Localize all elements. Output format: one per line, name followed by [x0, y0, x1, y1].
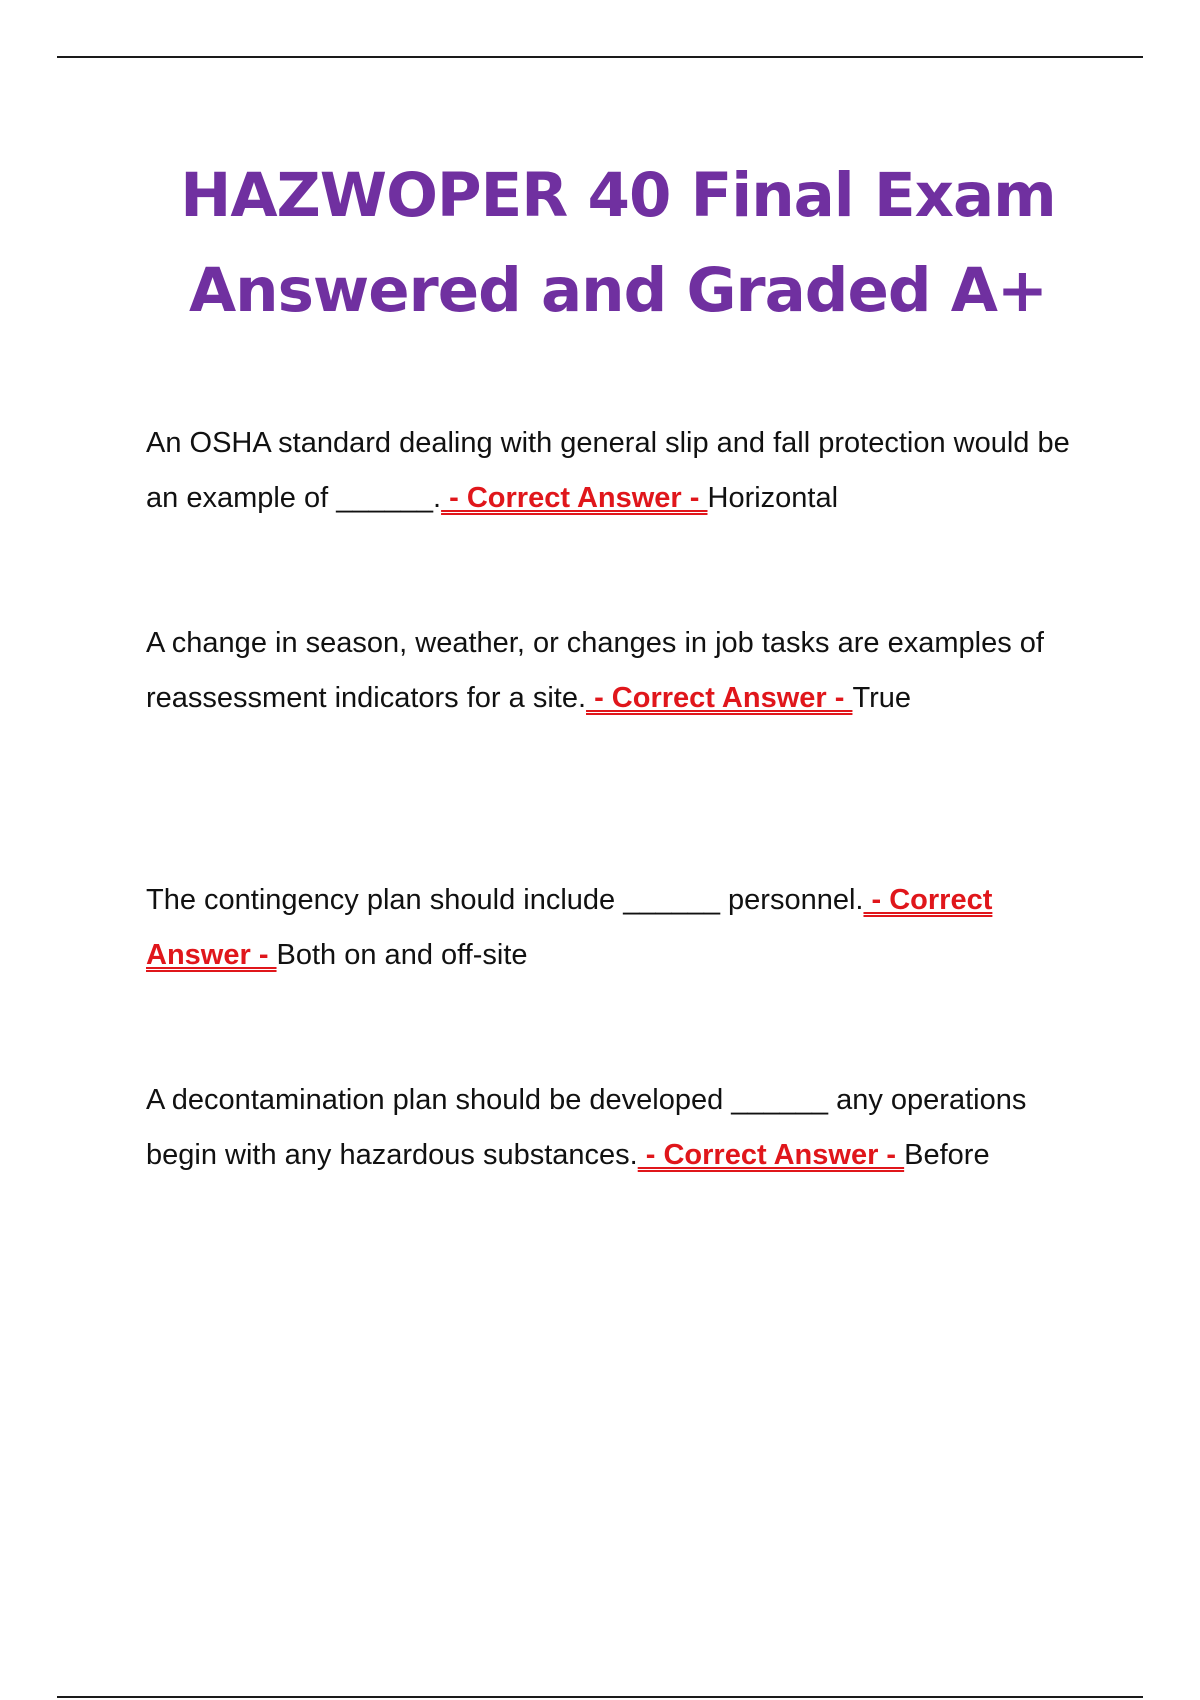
correct-answer-label: - Correct Answer -: [586, 682, 853, 714]
answer-text: Both on and off-site: [276, 939, 528, 971]
question-item: [146, 873, 1092, 983]
answer-text: Before: [904, 1139, 990, 1171]
top-rule: [57, 56, 1143, 58]
question-item: [146, 616, 1092, 726]
question-text: An OSHA standard dealing with general slip and fall protection would be an example of ______.: [146, 427, 1070, 514]
correct-answer-label: - Correct Answer -: [637, 1139, 905, 1171]
title-line-2: Answered and Graded A+: [188, 255, 1048, 326]
document-title: [0, 148, 1200, 338]
answer-text: Horizontal: [707, 482, 839, 514]
question-text: The contingency plan should include ______ personnel.: [146, 884, 864, 916]
question-text: A decontamination plan should be developed ______ any operations begin with any hazardous substances.: [146, 1084, 1027, 1171]
question-text: A change in season, weather, or changes in job tasks are examples of reassessment indicators for a site.: [146, 627, 1044, 714]
question-item: [146, 1073, 1092, 1183]
correct-answer-label: - Correct Answer -: [146, 884, 993, 971]
title-line-1: HAZWOPER 40 Final Exam: [180, 160, 1056, 231]
question-item: [146, 416, 1092, 526]
bottom-rule: [57, 1696, 1143, 1698]
answer-text: True: [852, 682, 912, 714]
correct-answer-label: - Correct Answer -: [441, 482, 708, 514]
